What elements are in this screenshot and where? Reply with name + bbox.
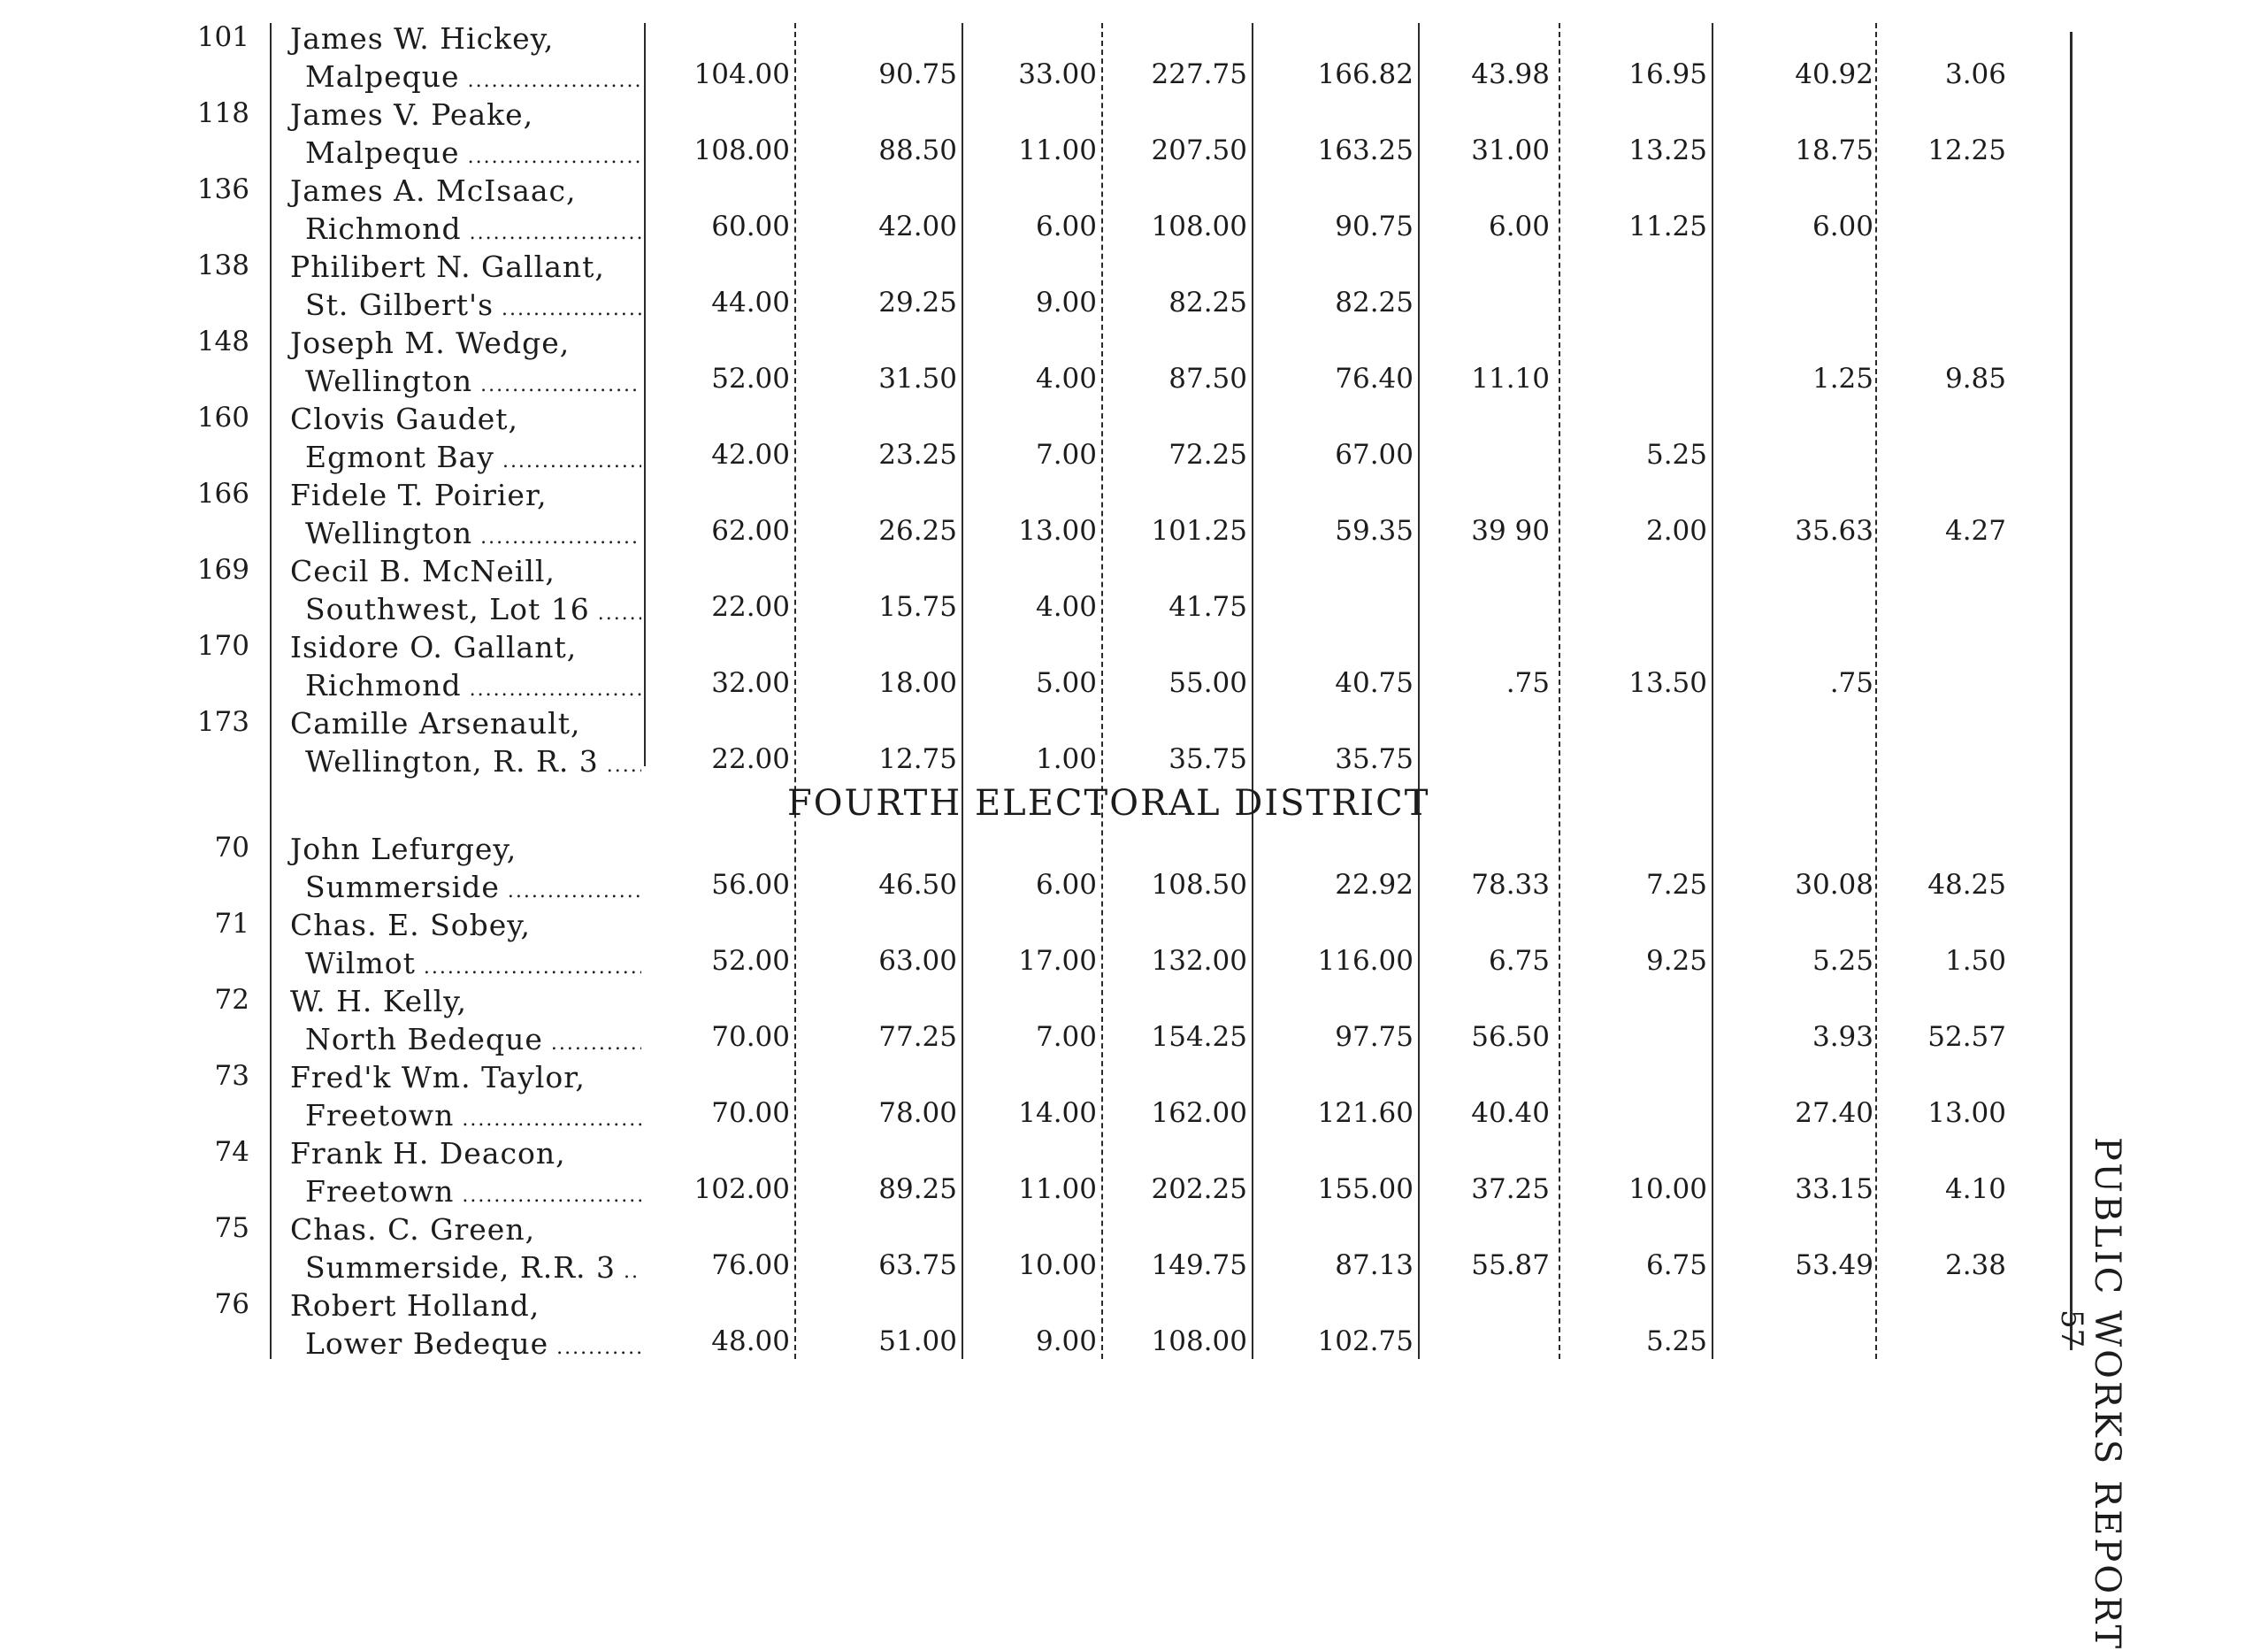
amount-cell: 7.00: [1035, 1021, 1097, 1053]
amount-cell: 55.87: [1471, 1249, 1550, 1281]
table-row: [0, 628, 2268, 705]
amount-cell: 29.25: [878, 287, 957, 319]
amount-cell: 33.00: [1018, 58, 1097, 90]
amount-cell: .75: [1829, 667, 1873, 699]
amount-cell: 14.00: [1018, 1097, 1097, 1129]
contractor-place: Wellington, R. R. 3 .....: [305, 744, 641, 779]
amount-cell: 13.25: [1628, 134, 1707, 166]
entry-number: 160: [196, 402, 249, 434]
table-row: [0, 906, 2268, 983]
amount-cell: 9.00: [1035, 1325, 1097, 1357]
table-row: [0, 1058, 2268, 1135]
amount-cell: 155.00: [1317, 1173, 1414, 1205]
amount-cell: 2.38: [1944, 1249, 2006, 1281]
amount-cell: 6.00: [1035, 211, 1097, 242]
table-row: [0, 982, 2268, 1059]
contractor-place: Egmont Bay .....: [305, 440, 641, 474]
amount-cell: 116.00: [1317, 945, 1414, 977]
amount-cell: 90.75: [1335, 211, 1414, 242]
contractor-place: North Bedeque .....: [305, 1022, 641, 1056]
table-row: [0, 172, 2268, 249]
amount-cell: 55.00: [1168, 667, 1247, 699]
table-row: [0, 476, 2268, 553]
amount-cell: 132.00: [1151, 945, 1247, 977]
amount-cell: 35.63: [1795, 515, 1873, 547]
amount-cell: 22.00: [711, 591, 790, 623]
contractor-place: Freetown .....: [305, 1098, 641, 1133]
amount-cell: 51.00: [878, 1325, 957, 1357]
contractor-name: John Lefurgey,: [290, 832, 517, 866]
amount-cell: 33.15: [1795, 1173, 1873, 1205]
amount-cell: 26.25: [878, 515, 957, 547]
amount-cell: 48.00: [711, 1325, 790, 1357]
contractor-name: Chas. E. Sobey,: [290, 908, 532, 942]
entry-number: 166: [196, 478, 249, 510]
amount-cell: 23.25: [878, 439, 957, 471]
amount-cell: 70.00: [711, 1021, 790, 1053]
amount-cell: 1.00: [1035, 743, 1097, 775]
amount-cell: 11.10: [1471, 363, 1550, 395]
contractor-place: Wellington .....: [305, 516, 641, 550]
amount-cell: 32.00: [711, 667, 790, 699]
contractor-name: Cecil B. McNeill,: [290, 554, 556, 588]
running-title: PUBLIC WORKS REPORT: [2087, 1137, 2127, 1651]
table-row: [0, 830, 2268, 907]
contractor-name: W. H. Kelly,: [290, 984, 468, 1018]
amount-cell: 56.50: [1471, 1021, 1550, 1053]
amount-cell: 90.75: [878, 58, 957, 90]
amount-cell: 42.00: [878, 211, 957, 242]
amount-cell: 30.08: [1795, 869, 1873, 901]
amount-cell: 5.25: [1645, 1325, 1707, 1357]
amount-cell: 46.50: [878, 869, 957, 901]
amount-cell: 11.00: [1018, 1173, 1097, 1205]
amount-cell: 35.75: [1168, 743, 1247, 775]
contractor-name: Robert Holland,: [290, 1288, 540, 1323]
amount-cell: 17.00: [1018, 945, 1097, 977]
contractor-place: Summerside, R.R. 3 .....: [305, 1250, 641, 1285]
amount-cell: 35.75: [1335, 743, 1414, 775]
amount-cell: 108.00: [1151, 1325, 1247, 1357]
table-row: [0, 1286, 2268, 1363]
entry-number: 76: [214, 1288, 249, 1320]
amount-cell: 1.50: [1944, 945, 2006, 977]
contractor-name: Fred'k Wm. Taylor,: [290, 1060, 586, 1094]
entry-number: 74: [214, 1136, 249, 1168]
amount-cell: 13.50: [1628, 667, 1707, 699]
amount-cell: 5.25: [1812, 945, 1873, 977]
entry-number: 70: [214, 832, 249, 864]
entry-number: 72: [214, 984, 249, 1016]
amount-cell: 89.25: [878, 1173, 957, 1205]
amount-cell: 12.75: [878, 743, 957, 775]
entry-number: 173: [196, 706, 249, 738]
contractor-name: Philibert N. Gallant,: [290, 250, 605, 284]
entry-number: 71: [214, 908, 249, 940]
amount-cell: .75: [1506, 667, 1550, 699]
amount-cell: 13.00: [1018, 515, 1097, 547]
amount-cell: 48.25: [1927, 869, 2006, 901]
entry-number: 136: [196, 173, 249, 205]
amount-cell: 63.75: [878, 1249, 957, 1281]
amount-cell: 43.98: [1471, 58, 1550, 90]
table-row: [0, 1134, 2268, 1211]
entry-number: 73: [214, 1060, 249, 1092]
amount-cell: 4.00: [1035, 591, 1097, 623]
contractor-name: Chas. C. Green,: [290, 1212, 536, 1247]
amount-cell: 4.10: [1944, 1173, 2006, 1205]
entry-number: 75: [214, 1212, 249, 1244]
contractor-name: Fidele T. Poirier,: [290, 478, 548, 512]
amount-cell: 78.33: [1471, 869, 1550, 901]
amount-cell: 102.75: [1317, 1325, 1414, 1357]
contractor-place: Malpeque .....: [305, 59, 641, 94]
amount-cell: 52.00: [711, 363, 790, 395]
contractor-name: Frank H. Deacon,: [290, 1136, 566, 1171]
amount-cell: 9.00: [1035, 287, 1097, 319]
contractor-place: Richmond .....: [305, 668, 641, 703]
contractor-name: Isidore O. Gallant,: [290, 630, 578, 664]
amount-cell: 101.25: [1151, 515, 1247, 547]
contractor-place: Malpeque .....: [305, 135, 641, 170]
amount-cell: 4.27: [1944, 515, 2006, 547]
contractor-place: Wellington .....: [305, 364, 641, 398]
table-row: [0, 96, 2268, 173]
amount-cell: 166.82: [1317, 58, 1414, 90]
amount-cell: 207.50: [1151, 134, 1247, 166]
contractor-place: Summerside .....: [305, 870, 641, 904]
amount-cell: 5.25: [1645, 439, 1707, 471]
table-row: [0, 400, 2268, 477]
amount-cell: 22.92: [1335, 869, 1414, 901]
amount-cell: 59.35: [1335, 515, 1414, 547]
amount-cell: 6.75: [1645, 1249, 1707, 1281]
table-row: [0, 248, 2268, 325]
amount-cell: 9.25: [1645, 945, 1707, 977]
amount-cell: 163.25: [1317, 134, 1414, 166]
entry-number: 118: [196, 97, 249, 129]
amount-cell: 154.25: [1151, 1021, 1247, 1053]
amount-cell: 3.93: [1812, 1021, 1873, 1053]
amount-cell: 40.92: [1795, 58, 1873, 90]
amount-cell: 76.40: [1335, 363, 1414, 395]
amount-cell: 27.40: [1795, 1097, 1873, 1129]
amount-cell: 60.00: [711, 211, 790, 242]
section-heading: FOURTH ELECTORAL DISTRICT: [787, 783, 1430, 824]
amount-cell: 41.75: [1168, 591, 1247, 623]
entry-number: 101: [196, 21, 249, 53]
amount-cell: 1.25: [1812, 363, 1873, 395]
amount-cell: 108.50: [1151, 869, 1247, 901]
amount-cell: 31.50: [878, 363, 957, 395]
contractor-place: St. Gilbert's .....: [305, 288, 641, 322]
amount-cell: 63.00: [878, 945, 957, 977]
amount-cell: 149.75: [1151, 1249, 1247, 1281]
amount-cell: 202.25: [1151, 1173, 1247, 1205]
contractor-place: Richmond .....: [305, 211, 641, 246]
amount-cell: 4.00: [1035, 363, 1097, 395]
amount-cell: 102.00: [693, 1173, 790, 1205]
amount-cell: 82.25: [1168, 287, 1247, 319]
amount-cell: 18.00: [878, 667, 957, 699]
entry-number: 138: [196, 250, 249, 281]
amount-cell: 56.00: [711, 869, 790, 901]
amount-cell: 76.00: [711, 1249, 790, 1281]
amount-cell: 97.75: [1335, 1021, 1414, 1053]
amount-cell: 22.00: [711, 743, 790, 775]
amount-cell: 77.25: [878, 1021, 957, 1053]
contractor-place: Wilmot .....: [305, 946, 641, 980]
entry-number: 170: [196, 630, 249, 662]
amount-cell: 6.00: [1812, 211, 1873, 242]
amount-cell: 18.75: [1795, 134, 1873, 166]
amount-cell: 108.00: [693, 134, 790, 166]
amount-cell: 72.25: [1168, 439, 1247, 471]
contractor-place: Southwest, Lot 16 .....: [305, 592, 641, 626]
contractor-name: Joseph M. Wedge,: [290, 326, 571, 360]
amount-cell: 3.06: [1944, 58, 2006, 90]
amount-cell: 5.00: [1035, 667, 1097, 699]
table-row: [0, 19, 2268, 96]
amount-cell: 31.00: [1471, 134, 1550, 166]
contractor-name: James V. Peake,: [290, 97, 534, 132]
amount-cell: 67.00: [1335, 439, 1414, 471]
amount-cell: 2.00: [1645, 515, 1707, 547]
amount-cell: 13.00: [1927, 1097, 2006, 1129]
table-row: [0, 704, 2268, 781]
amount-cell: 12.25: [1927, 134, 2006, 166]
table-row: [0, 1210, 2268, 1287]
contractor-name: Clovis Gaudet,: [290, 402, 518, 436]
amount-cell: 7.25: [1645, 869, 1707, 901]
amount-cell: 40.75: [1335, 667, 1414, 699]
table-row: [0, 324, 2268, 401]
contractor-name: Camille Arsenault,: [290, 706, 581, 741]
amount-cell: 10.00: [1628, 1173, 1707, 1205]
contractor-place: Freetown .....: [305, 1174, 641, 1209]
amount-cell: 227.75: [1151, 58, 1247, 90]
amount-cell: 6.00: [1488, 211, 1550, 242]
amount-cell: 11.00: [1018, 134, 1097, 166]
contractor-name: James W. Hickey,: [290, 21, 555, 56]
amount-cell: 162.00: [1151, 1097, 1247, 1129]
amount-cell: 9.85: [1944, 363, 2006, 395]
amount-cell: 52.00: [711, 945, 790, 977]
amount-cell: 10.00: [1018, 1249, 1097, 1281]
amount-cell: 78.00: [878, 1097, 957, 1129]
amount-cell: 44.00: [711, 287, 790, 319]
amount-cell: 104.00: [693, 58, 790, 90]
amount-cell: 39 90: [1471, 515, 1550, 547]
amount-cell: 121.60: [1317, 1097, 1414, 1129]
amount-cell: 88.50: [878, 134, 957, 166]
amount-cell: 6.00: [1035, 869, 1097, 901]
amount-cell: 42.00: [711, 439, 790, 471]
contractor-name: James A. McIsaac,: [290, 173, 577, 208]
amount-cell: 15.75: [878, 591, 957, 623]
amount-cell: 62.00: [711, 515, 790, 547]
amount-cell: 53.49: [1795, 1249, 1873, 1281]
entry-number: 148: [196, 326, 249, 357]
amount-cell: 7.00: [1035, 439, 1097, 471]
amount-cell: 37.25: [1471, 1173, 1550, 1205]
amount-cell: 11.25: [1628, 211, 1707, 242]
amount-cell: 6.75: [1488, 945, 1550, 977]
amount-cell: 82.25: [1335, 287, 1414, 319]
amount-cell: 87.50: [1168, 363, 1247, 395]
amount-cell: 108.00: [1151, 211, 1247, 242]
page-number: 57: [2054, 1309, 2089, 1348]
amount-cell: 16.95: [1628, 58, 1707, 90]
amount-cell: 87.13: [1335, 1249, 1414, 1281]
table-row: [0, 552, 2268, 629]
amount-cell: 70.00: [711, 1097, 790, 1129]
entry-number: 169: [196, 554, 249, 586]
amount-cell: 40.40: [1471, 1097, 1550, 1129]
amount-cell: 52.57: [1927, 1021, 2006, 1053]
contractor-place: Lower Bedeque .....: [305, 1326, 641, 1361]
